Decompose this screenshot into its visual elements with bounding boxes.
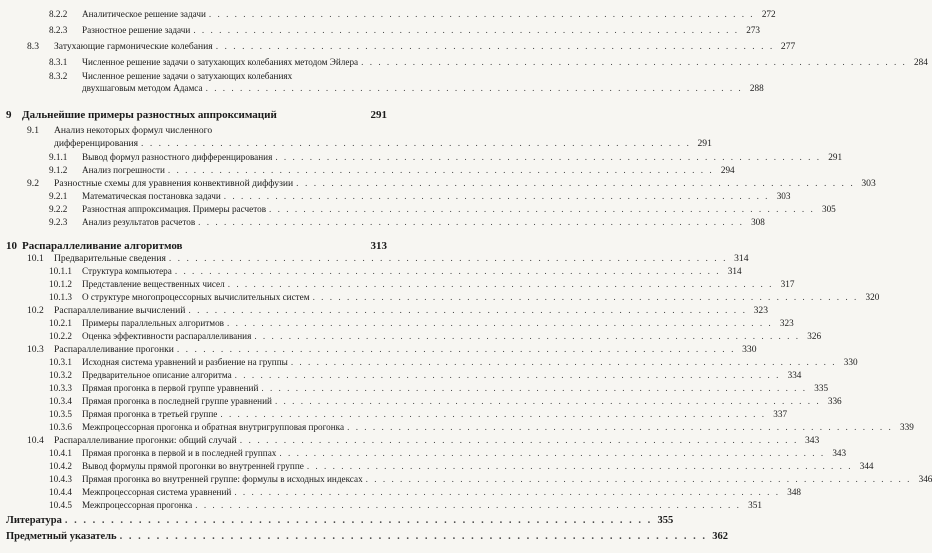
- dot-leader: [216, 41, 775, 52]
- section-number: 8.2.3: [49, 25, 68, 35]
- page-number: 305: [821, 204, 836, 214]
- section-title: Вывод формулы прямой прогонки во внутренней группе: [82, 461, 304, 471]
- page-number: 314: [734, 253, 749, 264]
- dot-leader: [169, 253, 728, 264]
- section-number: 10.1.1: [49, 266, 72, 276]
- section-number: 9.1.1: [49, 152, 68, 162]
- page-number: 277: [780, 41, 796, 52]
- page-number: 308: [751, 217, 765, 227]
- toc-entry-9-2-3[interactable]: [49, 217, 765, 227]
- dot-leader: [307, 461, 853, 471]
- section-title: Прямая прогонка в третьей группе: [82, 409, 218, 419]
- section-title: Прямая прогонка во внутренней группе: формулы в исходных индексах: [82, 474, 363, 484]
- page-number: 335: [814, 383, 829, 393]
- toc-entry-10-3-4[interactable]: [49, 396, 842, 406]
- dot-leader: [261, 383, 807, 393]
- page-number: 313: [370, 240, 387, 252]
- toc-entry-10-1[interactable]: [27, 253, 749, 264]
- toc-entry-10-3-5[interactable]: [49, 409, 788, 419]
- section-number: 8.3.1: [49, 57, 68, 67]
- section-title-continuation: двухшаговым методом Адамса: [82, 83, 203, 93]
- dot-leader: [275, 152, 821, 162]
- page-number: 344: [859, 461, 874, 471]
- toc-entry-10-3-3[interactable]: [49, 383, 829, 393]
- toc-entry-10-4-1[interactable]: [49, 448, 847, 458]
- section-title: Вывод формул разностного дифференцирования: [82, 152, 273, 162]
- section-number: 10.3.6: [49, 422, 72, 432]
- section-number: 9.2.3: [49, 217, 68, 227]
- toc-entry-10-3-2[interactable]: [49, 370, 802, 380]
- section-title: Аналитическое решение задачи: [82, 9, 206, 19]
- section-number: 10.4.4: [49, 487, 72, 497]
- section-number: 9.1.2: [49, 165, 68, 175]
- section-number: 10.3.2: [49, 370, 72, 380]
- toc-entry-10-1-1[interactable]: [49, 266, 742, 276]
- page-number: 346: [918, 474, 932, 484]
- page-number: 317: [780, 279, 795, 289]
- section-number: 10: [6, 240, 17, 252]
- toc-entry-continuation: [49, 83, 764, 93]
- toc-entry-10-4-4[interactable]: [49, 487, 802, 497]
- section-title: Анализ некоторых формул численного: [54, 125, 213, 136]
- section-number: 10.1.2: [49, 279, 72, 289]
- section-number: 10.1: [27, 253, 44, 264]
- section-number: 10.3.3: [49, 383, 72, 393]
- section-title: Прямая прогонка в последней группе уравнений: [82, 396, 272, 406]
- toc-entry-9[interactable]: [6, 109, 387, 121]
- toc-entry-10-2[interactable]: [27, 305, 768, 316]
- toc-entry-10-1-2[interactable]: [49, 279, 795, 289]
- section-number: 10.2.2: [49, 331, 72, 341]
- section-title: Оценка эффективности распараллеливания: [82, 331, 252, 341]
- section-title: Литература: [6, 515, 62, 526]
- section-number: 9.2: [27, 178, 39, 189]
- section-number: 8.3.2: [49, 71, 68, 81]
- section-number: 9: [6, 109, 12, 121]
- section-title: Предварительные сведения: [54, 253, 166, 264]
- section-number: 9.1: [27, 125, 39, 136]
- dot-leader: [279, 448, 825, 458]
- toc-entry-9-2[interactable]: [27, 178, 876, 189]
- section-title: Математическая постановка задачи: [82, 191, 221, 201]
- dot-leader: [254, 331, 800, 341]
- section-title: Затухающие гармонические колебания: [54, 41, 213, 52]
- toc-entry-10-2-1[interactable]: [49, 318, 794, 328]
- toc-entry-back-35[interactable]: [6, 531, 728, 542]
- toc-entry-10[interactable]: [6, 240, 387, 252]
- section-number: 8.3: [27, 41, 39, 52]
- section-number: 8.2.2: [49, 9, 68, 19]
- dot-leader: [188, 305, 747, 316]
- section-title: Межпроцессорная система уравнений: [82, 487, 232, 497]
- section-title: Численное решение задачи о затухающих колебаниях: [82, 71, 293, 81]
- toc-entry-10-3-6[interactable]: [49, 422, 914, 432]
- dot-leader: [177, 344, 736, 355]
- page-number: 326: [807, 331, 822, 341]
- dot-leader: [366, 474, 912, 484]
- dot-leader: [313, 292, 859, 302]
- section-number: 10.4.3: [49, 474, 72, 484]
- section-number: 10.3.5: [49, 409, 72, 419]
- dot-leader: [361, 57, 907, 67]
- section-title: Прямая прогонка в первой группе уравнений: [82, 383, 259, 393]
- dot-leader: [269, 204, 815, 214]
- dot-leader: [198, 217, 744, 227]
- page-number: 291: [828, 152, 843, 162]
- section-number: 10.4.5: [49, 500, 72, 510]
- section-title: Распараллеливание вычислений: [54, 305, 186, 316]
- page-number: 303: [861, 178, 876, 189]
- section-title: Распараллеливание алгоритмов: [22, 240, 183, 252]
- toc-entry-10-4[interactable]: [27, 435, 820, 446]
- page-number: 337: [773, 409, 788, 419]
- dot-leader: [224, 191, 770, 201]
- page-number: 334: [787, 370, 802, 380]
- section-title: Примеры параллельных алгоритмов: [82, 318, 224, 328]
- page-number: 284: [914, 57, 928, 67]
- dot-leader: [291, 357, 837, 367]
- page-number: 294: [720, 165, 735, 175]
- toc-entry-back-34[interactable]: [6, 515, 674, 526]
- page-number: 272: [761, 9, 776, 19]
- section-number: 10.3: [27, 344, 44, 355]
- dot-leader: [275, 396, 821, 406]
- page-number: 355: [657, 515, 674, 526]
- dot-leader: [195, 500, 741, 510]
- section-title: Межпроцессорная прогонка: [82, 500, 193, 510]
- toc-entry-10-4-2[interactable]: [49, 461, 874, 471]
- section-title: Разностные схемы для уравнения конвективной диффузии: [54, 178, 294, 189]
- toc-entry-10-3[interactable]: [27, 344, 757, 355]
- section-title: Разностное решение задачи: [82, 25, 191, 35]
- toc-entry-10-1-3[interactable]: [49, 292, 880, 302]
- page-number: 339: [900, 422, 914, 432]
- toc-entry-10-2-2[interactable]: [49, 331, 822, 341]
- section-title: Разностная аппроксимация. Примеры расчетов: [82, 204, 267, 214]
- section-title: Предметный указатель: [6, 531, 117, 542]
- section-title: Исходная система уравнений и разбиение на группы: [82, 357, 288, 367]
- toc-entry-9-1[interactable]: [27, 125, 387, 136]
- section-title: Распараллеливание прогонки: [54, 344, 174, 355]
- page-number: 362: [712, 531, 728, 542]
- dot-leader: [220, 409, 766, 419]
- section-number: 9.2.2: [49, 204, 68, 214]
- toc-entry-8-2-3[interactable]: [49, 25, 761, 35]
- section-title: Анализ погрешности: [82, 165, 165, 175]
- dot-leader: [193, 25, 739, 35]
- page-number: 291: [697, 138, 712, 149]
- page-number: 303: [776, 191, 791, 201]
- section-title: Представление вещественных чисел: [82, 279, 225, 289]
- page-number: 323: [753, 305, 768, 316]
- toc-entry-10-3-1[interactable]: [49, 357, 858, 367]
- toc-entry-9-2-2[interactable]: [49, 204, 836, 214]
- page-number: 343: [804, 435, 820, 446]
- page-number: 288: [749, 83, 764, 93]
- page-number: 336: [827, 396, 842, 406]
- dot-leader: [228, 279, 774, 289]
- section-number: 9.2.1: [49, 191, 68, 201]
- dot-leader: [227, 318, 773, 328]
- section-title: Предварительное описание алгоритма: [82, 370, 232, 380]
- page-number: 343: [832, 448, 847, 458]
- section-number: 10.4.1: [49, 448, 72, 458]
- toc-entry-continuation: [27, 138, 712, 149]
- page-number: 291: [370, 109, 387, 121]
- dot-leader: [168, 165, 714, 175]
- dot-leader: [175, 266, 721, 276]
- dot-leader: [120, 531, 707, 542]
- dot-leader: [65, 515, 652, 526]
- section-number: 10.2: [27, 305, 44, 316]
- section-title: Распараллеливание прогонки: общий случай: [54, 435, 237, 446]
- dot-leader: [235, 370, 781, 380]
- section-title: Численное решение задачи о затухающих колебаниях методом Эйлера: [82, 57, 359, 67]
- toc-entry-9-2-1[interactable]: [49, 191, 791, 201]
- page-number: 330: [742, 344, 757, 355]
- toc-entry-9-1-2[interactable]: [49, 165, 735, 175]
- page-number: 273: [746, 25, 761, 35]
- section-title: Структура компьютера: [82, 266, 172, 276]
- dot-leader: [209, 9, 755, 19]
- dot-leader: [347, 422, 893, 432]
- page-number: 320: [865, 292, 880, 302]
- page-number: 351: [748, 500, 762, 510]
- dot-leader: [141, 138, 691, 149]
- page-number: 314: [727, 266, 742, 276]
- dot-leader: [296, 178, 855, 189]
- section-title: О структуре многопроцессорных вычислительных систем: [82, 292, 310, 302]
- section-title: Прямая прогонка в первой и в последней группах: [82, 448, 277, 458]
- page-number: 323: [779, 318, 794, 328]
- toc-entry-8-2-2[interactable]: [49, 9, 776, 19]
- toc-entry-8-3-2[interactable]: [49, 71, 387, 81]
- toc-entry-9-1-1[interactable]: [49, 152, 843, 162]
- dot-leader: [240, 435, 799, 446]
- section-number: 10.3.4: [49, 396, 72, 406]
- section-title-continuation: дифференцирования: [54, 138, 139, 149]
- section-number: 10.1.3: [49, 292, 72, 302]
- section-number: 10.2.1: [49, 318, 72, 328]
- section-number: 10.4: [27, 435, 44, 446]
- toc-entry-8-3[interactable]: [27, 41, 796, 52]
- dot-leader: [206, 83, 743, 93]
- section-number: 10.3.1: [49, 357, 72, 367]
- dot-leader: [234, 487, 780, 497]
- section-title: Дальнейшие примеры разностных аппроксимаций: [22, 109, 277, 121]
- page-number: 348: [787, 487, 802, 497]
- section-title: Межпроцессорная прогонка и обратная внутригрупповая прогонка: [82, 422, 345, 432]
- toc-entry-10-4-5[interactable]: [49, 500, 762, 510]
- page-number: 330: [843, 357, 858, 367]
- toc-entry-8-3-1[interactable]: [49, 57, 928, 67]
- section-number: 10.4.2: [49, 461, 72, 471]
- toc-entry-10-4-3[interactable]: [49, 474, 932, 484]
- section-title: Анализ результатов расчетов: [82, 217, 196, 227]
